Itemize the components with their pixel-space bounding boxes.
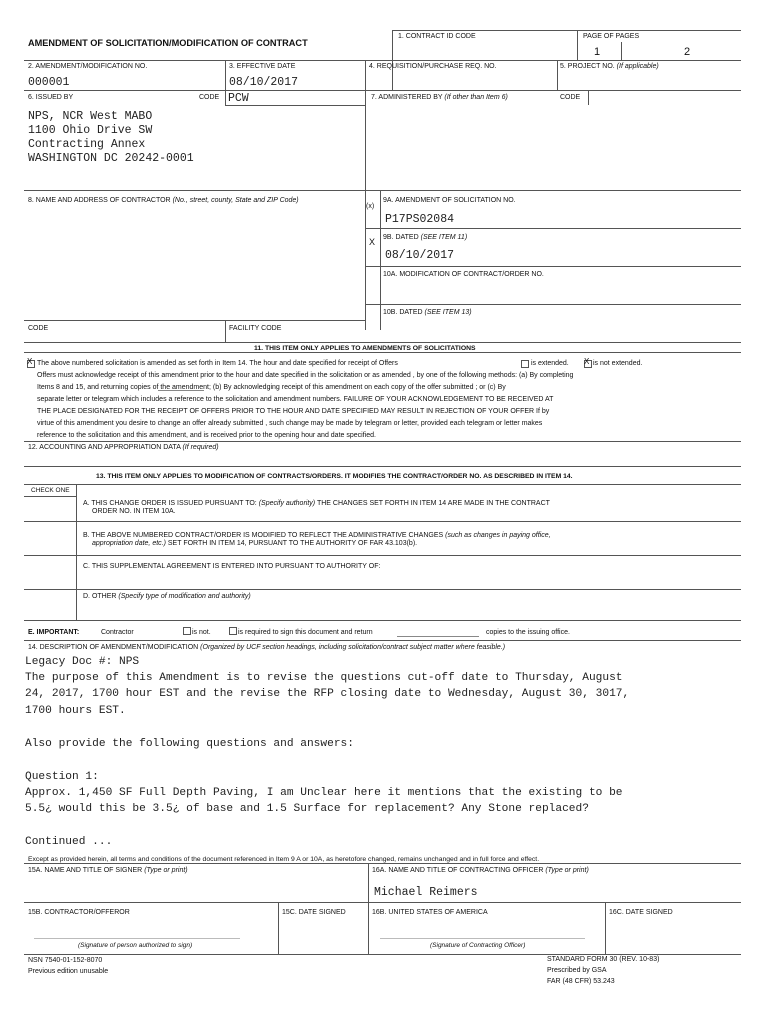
issuer-line-4: WASHINGTON DC 20242-0001: [28, 152, 194, 165]
item-11-line-4: separate letter or telegram which includes a reference to the solicitation and amendment numbers. FAILURE OF YOUR ACKNOWLEDGEMENT TO BE RECEIVED AT: [37, 396, 554, 403]
project-no-label: 5. PROJECT NO. (If applicable): [560, 63, 659, 70]
item-13b-text: B. THE ABOVE NUMBERED CONTRACT/ORDER IS MODIFIED TO REFLECT THE ADMINISTRATIVE CHANGES (such as changes in paying office,: [83, 532, 551, 539]
description-line-6: Also provide the following questions and answers:: [25, 738, 354, 750]
item-11-line-3: Items 8 and 15, and returning copies of the amendment; (b) By acknowledging receipt of this amendment on each copy of the offer submitted ; or (c) By: [37, 384, 506, 391]
description-line-10: 5.5¿ would this be 3.5¿ of base and 1.5 Surface for replacement? Any Stone replaced?: [25, 803, 589, 815]
item-16c-label: 16C. DATE SIGNED: [609, 909, 673, 916]
item-10b-label: 10B. DATED (SEE ITEM 13): [383, 309, 472, 316]
item-9b-x-mark: X: [369, 237, 376, 247]
important-label: E. IMPORTANT:: [28, 629, 80, 636]
issuer-line-3: Contracting Annex: [28, 138, 146, 151]
description-line-1: Legacy Doc #: NPS: [25, 656, 140, 668]
is-extended-label: is extended.: [531, 360, 569, 367]
item-11-heading: 11. THIS ITEM ONLY APPLIES TO AMENDMENTS OF SOLICITATIONS: [254, 345, 476, 352]
nsn-label: NSN 7540-01-152-8070: [28, 957, 103, 964]
item-14-label: 14. DESCRIPTION OF AMENDMENT/MODIFICATION (Organized by UCF section headings, including solicitation/contract subject matter where feasible.): [28, 644, 506, 651]
contracting-officer-name: Michael Reimers: [374, 886, 478, 899]
description-line-12: Continued ...: [25, 836, 113, 848]
amendment-no-label: 2. AMENDMENT/MODIFICATION NO.: [28, 63, 148, 70]
item-11-line-5: THE PLACE DESIGNATED FOR THE RECEIPT OF OFFERS PRIOR TO THE HOUR AND DATE SPECIFIED MAY RESULT IN REJECTION OF YOUR OFFER If by: [37, 408, 550, 415]
form-title: AMENDMENT OF SOLICITATION/MODIFICATION OF CONTRACT: [28, 38, 308, 48]
item-13c-text: C. THIS SUPPLEMENTAL AGREEMENT IS ENTERED INTO PURSUANT TO AUTHORITY OF:: [83, 563, 381, 570]
copies-label: copies to the issuing office.: [486, 629, 570, 636]
is-not-label: is not.: [192, 629, 211, 636]
important-contractor: Contractor: [101, 629, 134, 636]
is-required-checkbox[interactable]: [229, 627, 237, 635]
is-not-checkbox[interactable]: [183, 627, 191, 635]
item-11-check-mark: X: [27, 357, 33, 366]
except-text: Except as provided herein, all terms and conditions of the document referenced in Item 9 A or 10A, as heretofore changed, remains unchanged and in full force and effect.: [28, 856, 540, 863]
item-16b-label: 16B. UNITED STATES OF AMERICA: [372, 909, 488, 916]
item-13a-text-2: ORDER NO. IN ITEM 10A.: [92, 508, 176, 515]
far-label: FAR (48 CFR) 53.243: [547, 978, 615, 985]
administered-by-label: 7. ADMINISTERED BY (If other than Item 6): [371, 94, 508, 101]
item-13a-text: A. THIS CHANGE ORDER IS ISSUED PURSUANT TO: (Specify authority) THE CHANGES SET FORTH IN ITEM 14 ARE MADE IN THE CONTRACT: [83, 500, 550, 507]
description-line-9: Approx. 1,450 SF Full Depth Paving, I am Unclear here it mentions that the existing to be: [25, 787, 623, 799]
item-11-line-1: The above numbered solicitation is amended as set forth in Item 14. The hour and date specified for receipt of Offers: [37, 360, 398, 367]
prescribed-label: Prescribed by GSA: [547, 967, 607, 974]
signature-person-caption: (Signature of person authorized to sign): [78, 942, 193, 949]
description-line-8: Question 1:: [25, 771, 99, 783]
standard-form-label: STANDARD FORM 30 (REV. 10-83): [547, 956, 660, 963]
contractor-label: 8. NAME AND ADDRESS OF CONTRACTOR (No., street, county, State and ZIP Code): [28, 197, 299, 204]
item-13b-text-2: appropriation date, etc.) SET FORTH IN ITEM 14, PURSUANT TO THE AUTHORITY OF FAR 43.103(b).: [92, 540, 418, 547]
effective-date-label: 3. EFFECTIVE DATE: [229, 63, 296, 70]
issuer-line-2: 1100 Ohio Drive SW: [28, 124, 153, 137]
item-11-line-6: virtue of this amendment you desire to change an offer already submitted , such change may be made by telegram or letter, provided each telegram or letter makes: [37, 420, 543, 427]
item-9b-label: 9B. DATED (SEE ITEM 11): [383, 234, 468, 241]
facility-code-label: FACILITY CODE: [229, 325, 282, 332]
issued-by-code-label: CODE: [199, 94, 220, 101]
item-15a-label: 15A. NAME AND TITLE OF SIGNER (Type or print): [28, 867, 188, 874]
x-column-header: (x): [366, 203, 375, 210]
item-11-line-2: Offers must acknowledge receipt of this amendment prior to the hour and date specified in the solicitation or as amended , by one of the following methods: (a) By completing: [37, 372, 574, 379]
item-9b-value: 08/10/2017: [385, 249, 455, 262]
page-number: 1: [594, 46, 601, 58]
previous-edition-label: Previous edition unusable: [28, 968, 109, 975]
item-15b-label: 15B. CONTRACTOR/OFFEROR: [28, 909, 130, 916]
description-line-2: The purpose of this Amendment is to revise the questions cut-off date to Thursday, August: [25, 672, 623, 684]
item-11-line-7: reference to the solicitation and this amendment, and is received prior to the opening hour and date specified.: [37, 432, 376, 439]
item-13-heading: 13. THIS ITEM ONLY APPLIES TO MODIFICATION OF CONTRACTS/ORDERS. IT MODIFIES THE CONTRACT/ORDER NO. AS DESCRIBED IN ITEM 14.: [96, 473, 573, 480]
description-line-3: 24, 2017, 1700 hour EST and the revise the RFP closing date to Wednesday, August 30, 3017,: [25, 688, 630, 700]
contract-id-label: 1. CONTRACT ID CODE: [398, 33, 476, 40]
page-of-pages-label: PAGE OF PAGES: [583, 33, 640, 40]
is-not-extended-mark: X: [584, 357, 590, 366]
item-9a-label: 9A. AMENDMENT OF SOLICITATION NO.: [383, 197, 516, 204]
item-13d-text: D. OTHER (Specify type of modification and authority): [83, 593, 251, 600]
effective-date-value: 08/10/2017: [229, 76, 299, 89]
item-10a-label: 10A. MODIFICATION OF CONTRACT/ORDER NO.: [383, 271, 544, 278]
item-9a-value: P17PS02084: [385, 213, 455, 226]
description-line-4: 1700 hours EST.: [25, 705, 126, 717]
contractor-code-label: CODE: [28, 325, 49, 332]
amendment-no-value: 000001: [28, 76, 70, 89]
issued-by-label: 6. ISSUED BY: [28, 94, 74, 101]
issued-by-code-value: PCW: [228, 92, 249, 105]
item-15c-label: 15C. DATE SIGNED: [282, 909, 346, 916]
administered-by-code-label: CODE: [560, 94, 581, 101]
item-16a-label: 16A. NAME AND TITLE OF CONTRACTING OFFICER (Type or print): [372, 867, 589, 874]
requisition-no-label: 4. REQUISITION/PURCHASE REQ. NO.: [369, 63, 497, 70]
item-12-label: 12. ACCOUNTING AND APPROPRIATION DATA (If required): [28, 444, 219, 451]
page-count: 2: [684, 46, 691, 58]
issuer-line-1: NPS, NCR West MABO: [28, 110, 153, 123]
is-required-label: is required to sign this document and return: [238, 629, 373, 636]
signature-officer-caption: (Signature of Contracting Officer): [430, 942, 526, 949]
check-one-label: CHECK ONE: [31, 487, 70, 494]
is-not-extended-label: is not extended.: [593, 360, 643, 367]
is-extended-checkbox[interactable]: [521, 360, 529, 368]
